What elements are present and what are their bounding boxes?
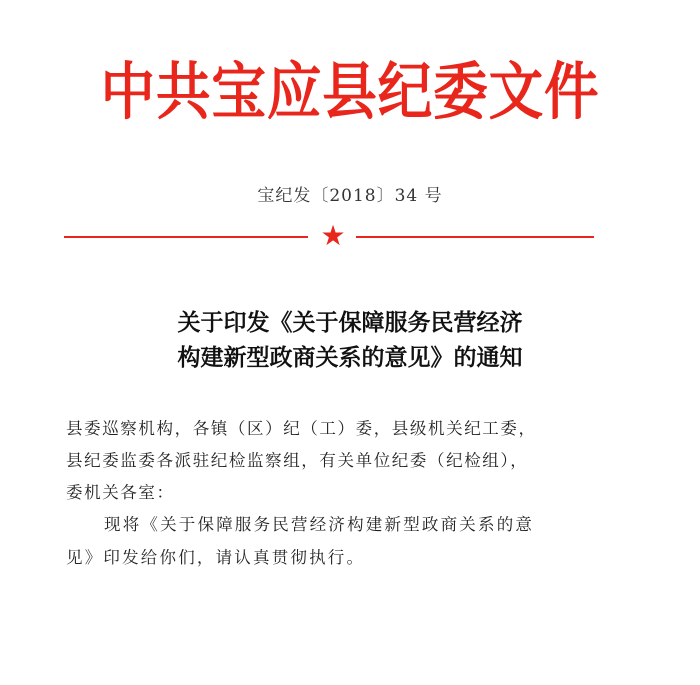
red-rule-right (356, 236, 594, 238)
notice-title-line-1: 关于印发《关于保障服务民营经济 (177, 309, 523, 336)
red-rule-left (64, 236, 308, 238)
red-star-icon: ★ (320, 219, 346, 252)
body-paragraph-line-1: 现将《关于保障服务民营经济构建新型政商关系的意 (104, 515, 535, 534)
notice-title-line-2: 构建新型政商关系的意见》的通知 (177, 344, 523, 371)
recipients-line-1: 县委巡察机构，各镇（区）纪（工）委，县级机关纪工委， (66, 419, 537, 438)
document-number: 宝纪发〔2018〕34 号 (257, 186, 443, 206)
recipients-line-3: 委机关各室： (66, 483, 175, 502)
body-paragraph-line-2: 见》印发给你们，请认真贯彻执行。 (66, 548, 366, 567)
masthead-title: 中共宝应县纪委文件 (100, 55, 600, 128)
recipients-line-2: 县纪委监委各派驻纪检监察组，有关单位纪委（纪检组）， (66, 451, 529, 470)
